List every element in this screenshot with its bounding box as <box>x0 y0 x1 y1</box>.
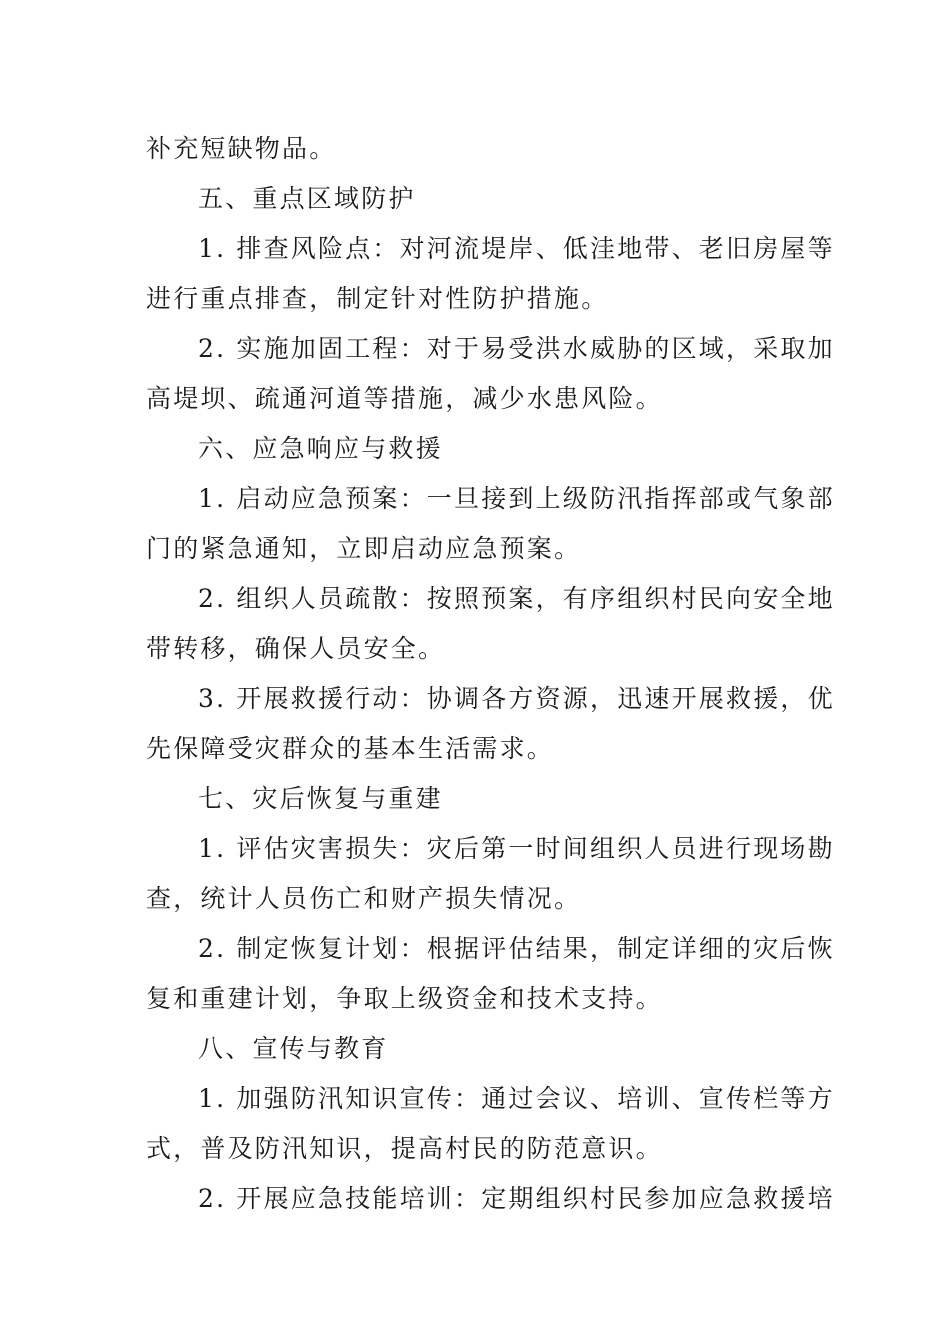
item-6-1-line-1 <box>146 474 835 524</box>
text-line: 高堤坝、疏通河道等措施，减少水患风险。 <box>146 384 663 413</box>
section-heading-5 <box>146 174 806 224</box>
text-line: 查，统计人员伤亡和财产损失情况。 <box>146 884 582 913</box>
text-line: 2. 实施加固工程：对于易受洪水威胁的区域，采取加 <box>198 334 835 363</box>
text-line: 1. 启动应急预案：一旦接到上级防汛指挥部或气象部 <box>198 484 835 513</box>
text-line: 1. 评估灾害损失：灾后第一时间组织人员进行现场勘 <box>198 834 835 863</box>
item-7-1-line-2 <box>146 874 806 924</box>
item-7-2-line-1 <box>146 924 835 974</box>
text-line: 2. 开展应急技能培训：定期组织村民参加应急救援培 <box>198 1184 835 1213</box>
item-5-2-line-2 <box>146 374 806 424</box>
item-5-1-line-2 <box>146 274 806 324</box>
text-line: 门的紧急通知，立即启动应急预案。 <box>146 534 582 563</box>
text-line: 复和重建计划，争取上级资金和技术支持。 <box>146 984 663 1013</box>
item-8-1-line-1 <box>146 1074 835 1124</box>
text-line: 补充短缺物品。 <box>146 134 337 163</box>
section-heading-7 <box>146 774 806 824</box>
text-line: 3. 开展救援行动：协调各方资源，迅速开展救援，优 <box>198 684 835 713</box>
section-heading-6 <box>146 424 806 474</box>
item-7-2-line-2 <box>146 974 806 1024</box>
item-6-1-line-2 <box>146 524 806 574</box>
heading-text: 五、重点区域防护 <box>198 184 416 213</box>
text-line: 2. 组织人员疏散：按照预案，有序组织村民向安全地 <box>198 584 835 613</box>
text-line: 式，普及防汛知识，提高村民的防范意识。 <box>146 1134 663 1163</box>
text-line: 先保障受灾群众的基本生活需求。 <box>146 734 555 763</box>
heading-text: 七、灾后恢复与重建 <box>198 784 443 813</box>
text-line: 1. 加强防汛知识宣传：通过会议、培训、宣传栏等方 <box>198 1084 835 1113</box>
text-line: 2. 制定恢复计划：根据评估结果，制定详细的灾后恢 <box>198 934 835 963</box>
section-heading-8 <box>146 1024 806 1074</box>
heading-text: 八、宣传与教育 <box>198 1034 389 1063</box>
item-5-1-line-1 <box>146 224 835 274</box>
paragraph-continuation <box>146 124 806 174</box>
document-body <box>146 124 835 1224</box>
text-line: 带转移，确保人员安全。 <box>146 634 446 663</box>
item-6-2-line-1 <box>146 574 835 624</box>
heading-text: 六、应急响应与救援 <box>198 434 443 463</box>
item-6-3-line-1 <box>146 674 835 724</box>
item-8-1-line-2 <box>146 1124 806 1174</box>
item-7-1-line-1 <box>146 824 835 874</box>
item-6-2-line-2 <box>146 624 806 674</box>
text-line: 进行重点排查，制定针对性防护措施。 <box>146 284 609 313</box>
item-6-3-line-2 <box>146 724 806 774</box>
item-5-2-line-1 <box>146 324 835 374</box>
text-line: 1. 排查风险点：对河流堤岸、低洼地带、老旧房屋等 <box>198 234 835 263</box>
item-8-2-line-1 <box>146 1174 835 1224</box>
